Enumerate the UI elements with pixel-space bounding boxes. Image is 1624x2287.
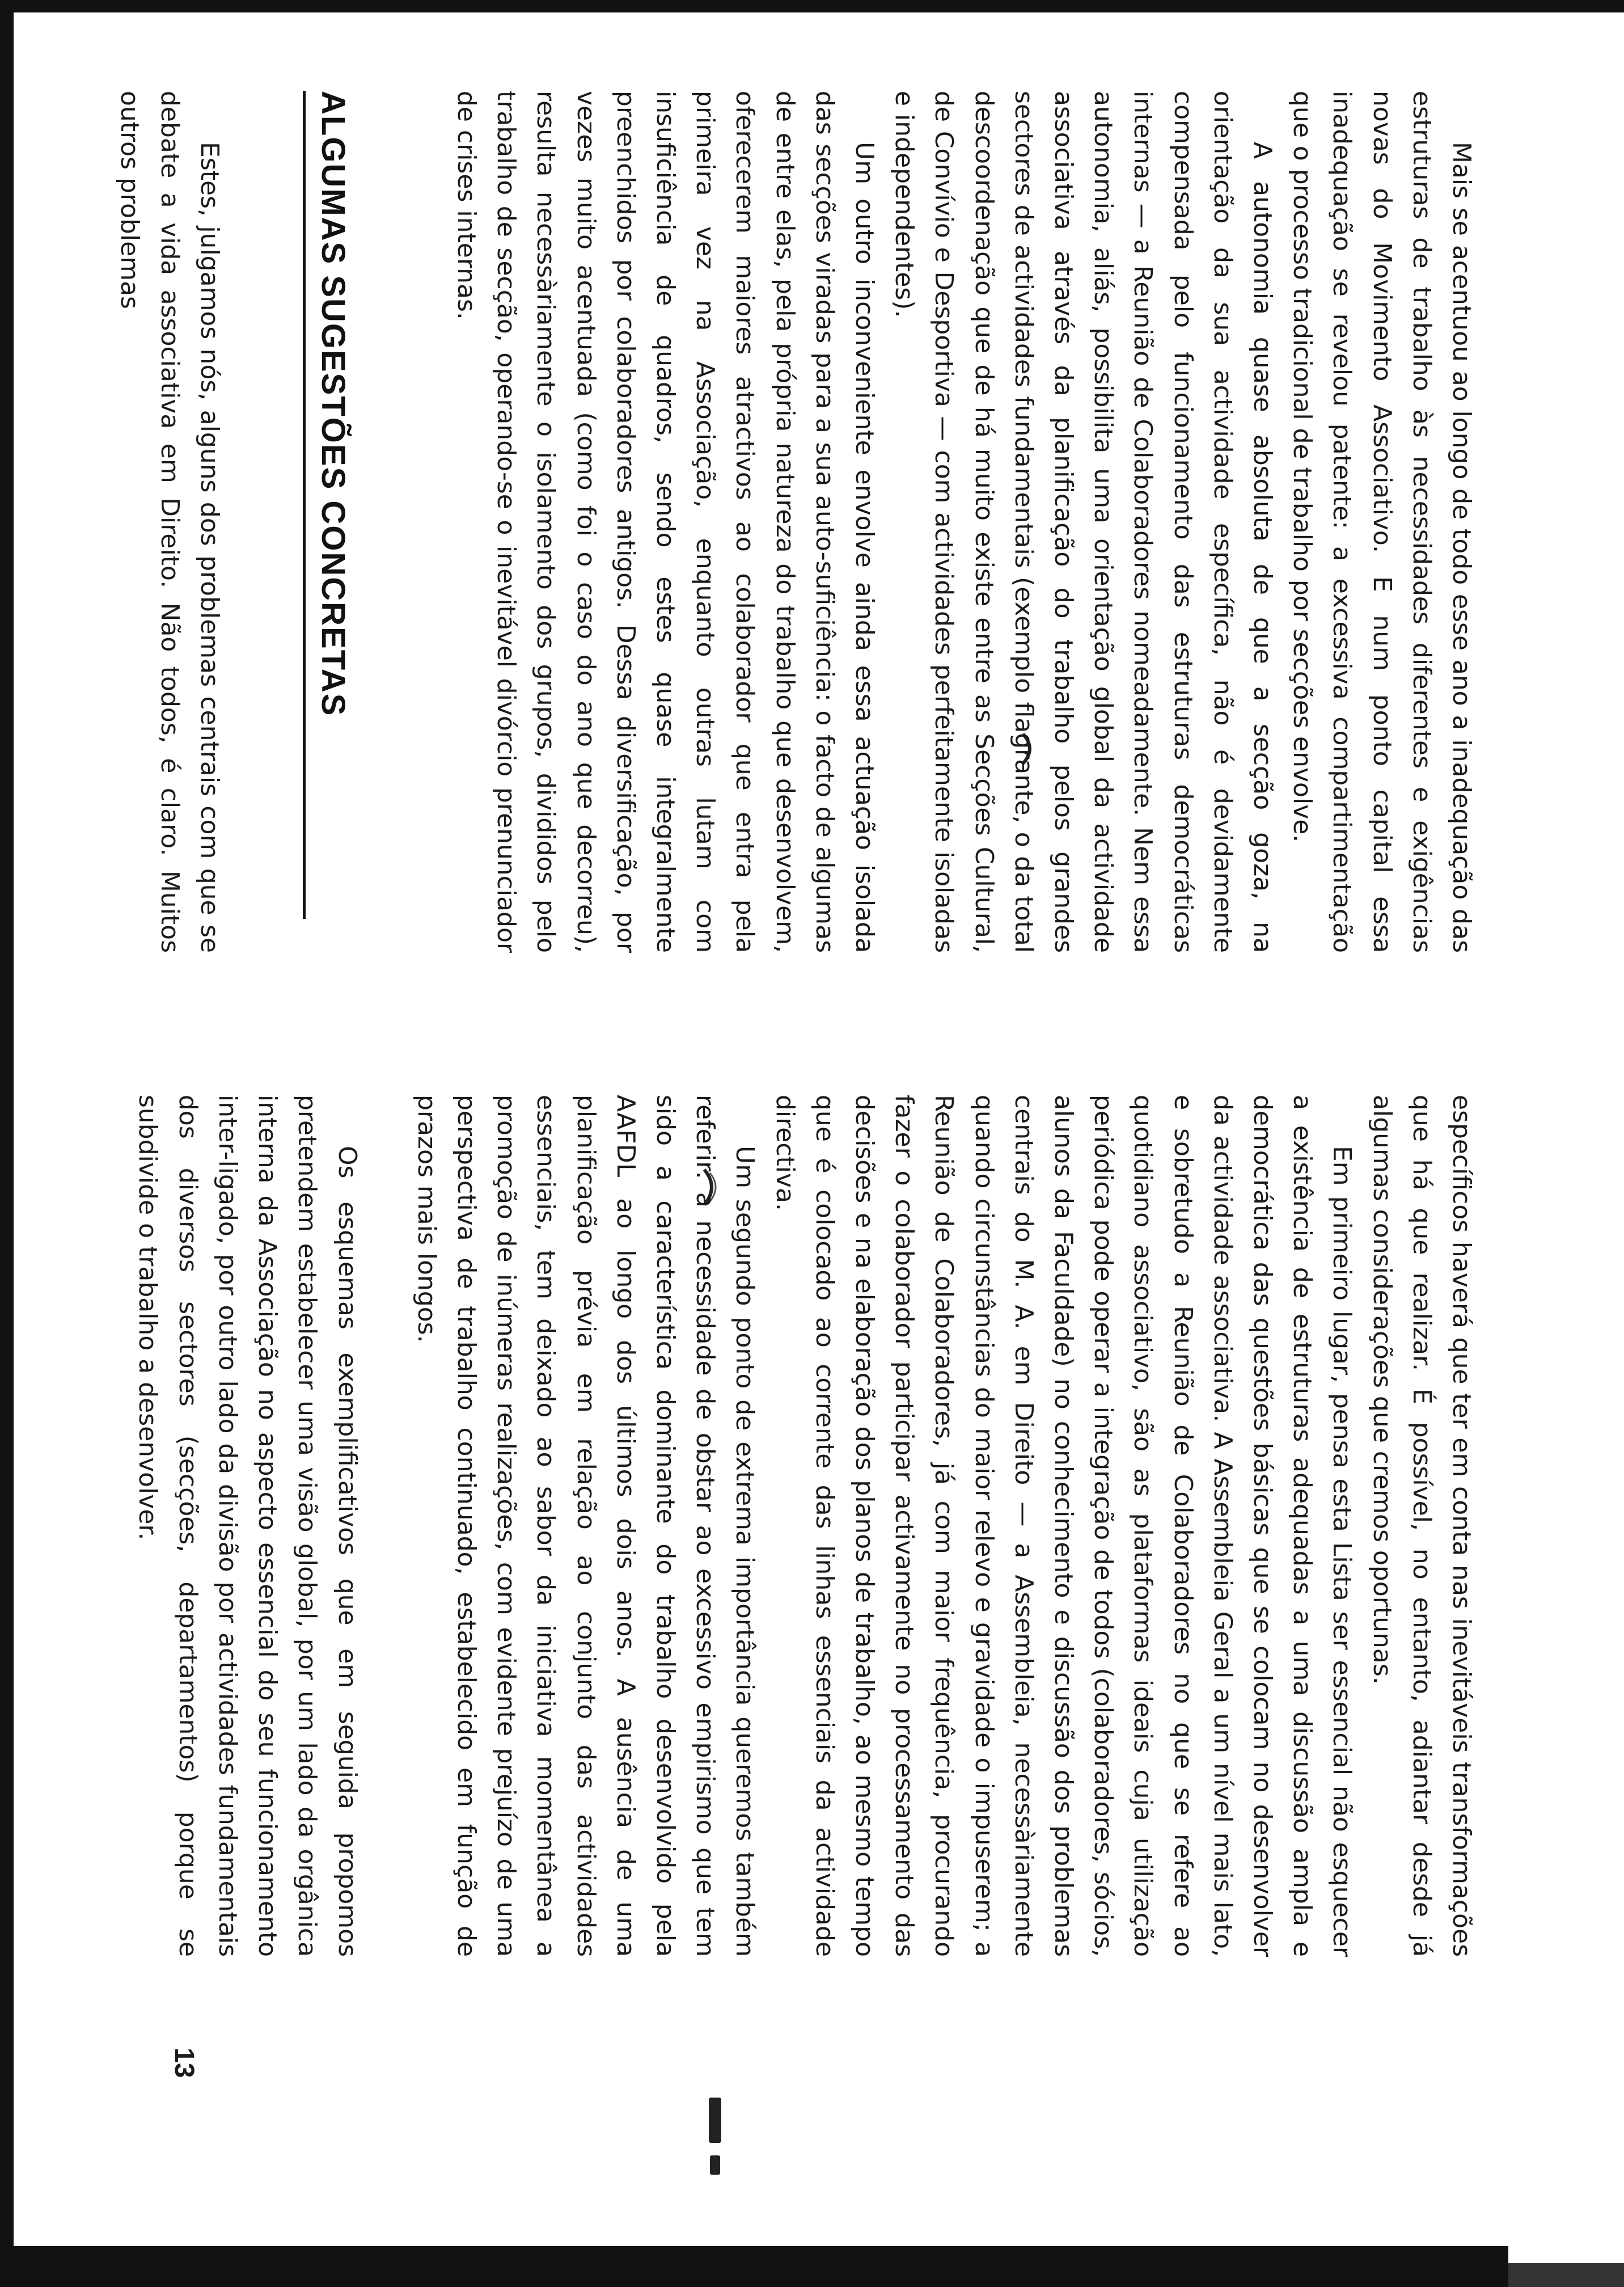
- scan-border-bottom-fade: [1508, 2263, 1624, 2287]
- right-column: [128, 1095, 1481, 1957]
- paragraph: específicos haverá que ter em conta nas inevitáveis transformações que há que realizar. É possível, no entanto, adiantar desde já algumas considerações que cremos oportunas.: [1367, 1095, 1476, 1957]
- scan-border-bottom: [0, 2246, 1508, 2287]
- section-heading: ALGUMAS SUGESTÕES CONCRETAS: [314, 91, 352, 717]
- paragraph: Um outro inconveniente envolve ainda essa actuação isolada das secções viradas para a sua auto-suficiência: o facto de algumas de entre elas, pela própria natureza do trabalho que desenvolvem, oferecerem maiores atractivos ao colaborador que entra pela primeira vez na Associação, enquanto outras lutam com insuficiência de quadros, sendo estes quase integralmente preenchidos por colaboradores antigos. Dessa diversificação, por vezes muito acentuada (como foi o caso do ano que decorreu), resulta necessàriamente o isolamento dos grupos, divididos pelo trabalho de secção, operando-se o inevitável divórcio prenunciador de crises internas.: [451, 91, 879, 953]
- scan-border-left: [0, 0, 14, 2287]
- left-column: [109, 91, 1481, 953]
- rotated-page: [115, 79, 1498, 2178]
- paragraph: A autonomia quase absoluta de que a secção goza, na orientação da sua actividade específica, não é devidamente compensada pelo funcionamento das estruturas democráticas internas — a Reunião de Colaboradores nomeadamente. Nem essa autonomia, aliás, possibilita uma orientação global da actividade associativa através da planificação do trabalho pelos grandes sectores de actividades fundamentais (exemplo flagrante, o da total descoordenação que de há muito existe entre as Secções Cultural, de Convívio e Desportiva — com actividades perfeitamente isoladas e independentes).: [890, 91, 1277, 953]
- paragraph: Um segundo ponto de extrema importância queremos também referir: a necessidade de obstar ao excessivo empirismo que tem sido a característica dominante do trabalho desenvolvido pela AAFDL ao longo dos últimos dois anos. A ausência de uma planificação prévia em relação ao conjunto das actividades essenciais, tem deixado ao sabor da iniciativa momentânea a promoção de inúmeras realizações, com evidente prejuízo de uma perspectiva de trabalho continuado, estabelecido em função de prazos mais longos.: [412, 1095, 760, 1957]
- page-number: 13: [169, 2048, 199, 2078]
- paragraph: Mais se acentuou ao longo de todo esse ano a inadequação das estruturas de trabalho às necessidades diferentes e exigências novas do Movimento Associativo. E num ponto capital essa inadequação se revelou patente: a excessiva compartimentação que o processo tradicional de trabalho por secções envolve.: [1288, 91, 1476, 953]
- paragraph: Estes, julgamos nós, alguns dos problemas centrais com que se debate a vida associativa em Direito. Não todos, é claro. Muitos outros problemas: [115, 91, 224, 953]
- paragraph: Os esquemas exemplificativos que em seguida propomos pretendem estabelecer uma visão global, por um lado da orgânica interna da Associação no aspecto essencial do seu funcionamento inter-ligado, por outro lado da divisão por actividades fundamentais dos diversos sectores (secções, departamentos) porque se subdivide o trabalho a desenvolver.: [133, 1095, 362, 1957]
- scan-border-top: [0, 0, 1624, 12]
- paragraph: Em primeiro lugar, pensa esta Lista ser essencial não esquecer a existência de estruturas adequadas a uma discussão ampla e democrática das questões básicas que se colocam no desenvolver da actividade associativa. A Assembleia Geral a um nível mais lato, e sobretudo a Reunião de Colaboradores no que se refere ao quotidiano associativo, são as plataformas ideais cuja utilização periódica pode operar a integração de todos (colaboradores, sócios, alunos da Faculdade) no conhecimento e discussão dos problemas centrais do M. A. em Direito — a Assembleia, necessàriamente quando circunstâncias do maior relevo e gravidade o impuserem; a Reunião de Colaboradores, já com maior frequência, procurando fazer o colaborador participar activamente no processamento das decisões e na elaboração dos planos de trabalho, ao mesmo tempo que é colocado ao corrente das linhas essenciais da actividade directiva.: [770, 1095, 1357, 1957]
- heading-underline: [303, 91, 306, 919]
